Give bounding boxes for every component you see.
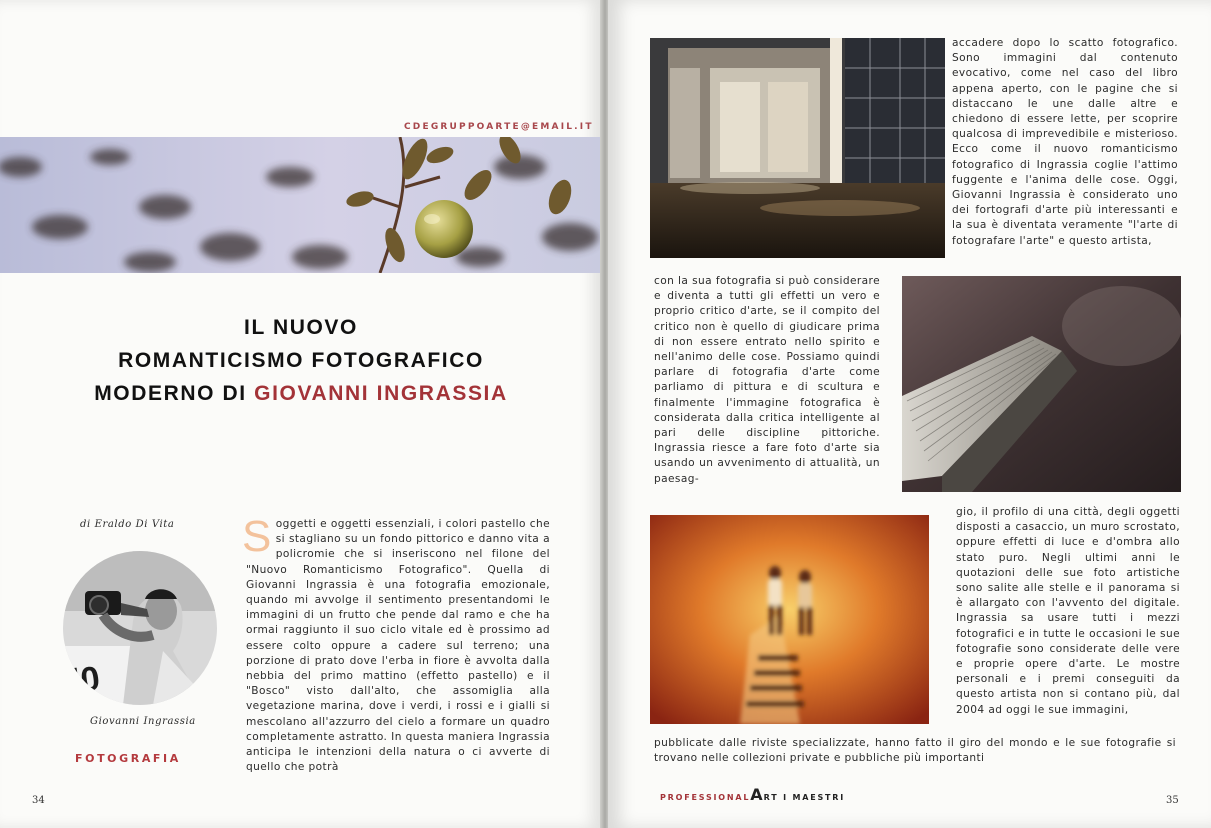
author-byline: di Eraldo Di Vita: [80, 519, 175, 530]
svg-text:l0: l0: [68, 659, 103, 701]
right-page: [608, 0, 1211, 828]
article-text-4: gio, il profilo di una città, degli oggetti disposti a casaccio, un muro scrostato, oppure effetti di luce e d'ombra allo stato puro. Negli ultimi anni le quotazioni delle sue foto artistiche sono salite alle stelle e il panorama si è allargato con l'avvento del digitale. Ingrassia sa usare tutti i mezzi fotografici e in tutte le occasioni le sue fotografie sono considerate delle vere e proprie opere d'arte. Le mostre personali e i premi conseguiti da questo artista non si contano più, dal 2004 ad oggi le sue immagini,: [956, 506, 1180, 716]
article-column-5: [654, 736, 1176, 766]
title-line-2: ROMANTICISMO FOTOGRAFICO: [118, 349, 484, 372]
museum-night-photo: [650, 38, 945, 258]
portrait-caption: Giovanni Ingrassia: [90, 716, 196, 727]
title-line-1: IL NUOVO: [244, 316, 358, 339]
email-address: CDEGRUPPOARTE@EMAIL.IT: [404, 122, 594, 132]
article-column-3: [654, 274, 880, 487]
brand-prefix: PROFESSIONAL: [660, 793, 751, 802]
open-book-photo: [902, 276, 1181, 492]
brand-a-letter: A: [750, 785, 763, 804]
title-line-3-prefix: MODERNO DI: [94, 382, 255, 405]
magazine-brand: [660, 785, 845, 804]
title-artist-name: GIOVANNI INGRASSIA: [254, 382, 508, 405]
article-column-4: [956, 505, 1180, 718]
apple-branch-banner-photo: [0, 137, 602, 273]
beach-figures-photo: [650, 515, 929, 724]
article-text-5: pubblicate dalle riviste specializzate, hanno fatto il giro del mondo e le sue fotografie si trovano nelle collezioni private e pubbliche più importanti: [654, 737, 1176, 765]
page-number-right: 35: [1166, 795, 1179, 806]
article-text-1: oggetti e oggetti essenziali, i colori pastello che si stagliano su un fondo pittorico e danno vita a policromie che si inseriscono nel filone del "Nuovo Romanticismo Fotografico". Quella di Giovanni Ingrassia è una fotografia emozionale, quando mi avvolge il sentimento presentandomi le immagini di un frutto che pende dal ramo e che ha ormai raggiunto il suo ciclo vitale ed è prossimo ad essere colto oppure a cadere sul terreno; una porzione di prato dove l'erba in fiore è avvolta dalla nebbia del primo mattino (effetto pastello) e il "Bosco" visto dall'alto, che assomiglia alla vegetazione marina, dove i verdi, i rossi e i gialli si mescolano all'azzurro del cielo a formare un quadro completamente astratto. In questa maniera Ingrassia anticipa le intenzioni della natura o ci avverte di quello che potrà: [246, 518, 550, 774]
section-label: FOTOGRAFIA: [75, 752, 181, 765]
drop-cap: S: [242, 512, 272, 561]
article-column-2: [952, 36, 1178, 249]
article-column-1: [242, 512, 550, 775]
photographer-portrait-photo: [63, 551, 217, 705]
article-text-2: accadere dopo lo scatto fotografico. Sono immagini dal contenuto evocativo, come nel caso del libro appena aperto, con le pagine che si distaccano le une dalle altre e chiedono di essere lette, per scoprire qualcosa di imprevedibile e misterioso. Ecco come il nuovo romanticismo fotografico di Ingrassia coglie l'attimo fuggente e l'anima delle cose. Oggi, Giovanni Ingrassia è considerato uno dei fortografi d'arte più interessanti e la sua è diventata veramente "l'arte di fotografare l'arte" e questo artista,: [952, 37, 1178, 247]
left-page: [0, 0, 602, 828]
article-text-3: con la sua fotografia si può considerare e diventa a tutti gli effetti un vero e proprio critico d'arte, se il compito del critico non è quello di giudicare prima di non essere entrato nello spirito e nell'animo delle cose. Possiamo quindi parlare di fotografia d'arte come parliamo di pittura e di scultura e finalmente l'immagine fotografica è considerata dalla critica intelligente al pari delle discipline pittoriche. Ingrassia riesce a fare foto d'arte sia usando un avvenimento di attualità, un paesag-: [654, 275, 880, 485]
page-number-left: 34: [32, 795, 45, 806]
brand-suffix: RT I MAESTRI: [763, 793, 846, 802]
title-line-3: [0, 382, 602, 406]
